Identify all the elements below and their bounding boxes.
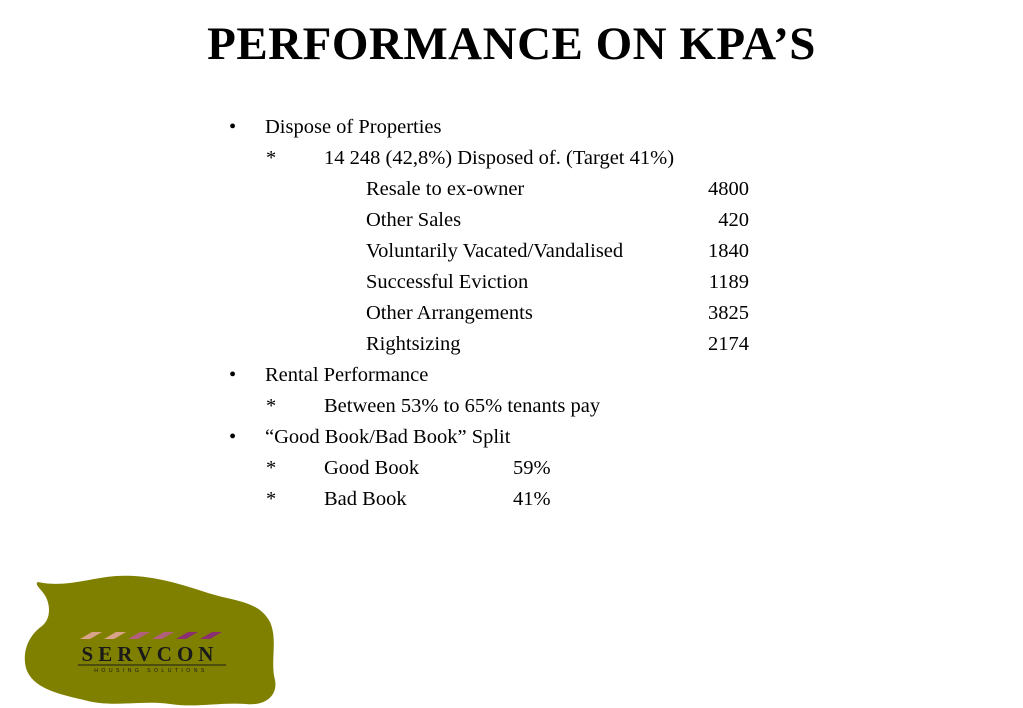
- asterisk-marker: *: [266, 395, 277, 417]
- disposal-row-label: Other Arrangements: [366, 302, 533, 324]
- disposal-row: [0, 267, 1023, 298]
- disposal-row: [0, 236, 1023, 267]
- disposal-row-value: 1840: [708, 240, 749, 262]
- bullet-heading: Dispose of Properties: [265, 116, 442, 138]
- disposal-row-label: Other Sales: [366, 209, 462, 231]
- asterisk-marker: *: [266, 488, 277, 510]
- disposal-row: [0, 329, 1023, 360]
- disposal-row-value: 4800: [708, 178, 749, 200]
- sub-item-label: Good Book: [324, 457, 420, 479]
- asterisk-marker: *: [266, 457, 277, 479]
- sub-item-text: 14 248 (42,8%) Disposed of. (Target 41%): [324, 147, 675, 169]
- sub-item-good-book: [0, 453, 1023, 484]
- bullet-heading: Rental Performance: [265, 364, 429, 386]
- disposal-row-label: Rightsizing: [366, 333, 461, 355]
- bullet-heading: “Good Book/Bad Book” Split: [265, 426, 511, 448]
- disposal-row-label: Successful Eviction: [366, 271, 529, 293]
- logo-tagline: HOUSING SOLUTIONS: [94, 668, 208, 674]
- bullet-item-book-split: [0, 422, 1023, 453]
- bullet-item-rental: [0, 360, 1023, 391]
- sub-item-text: Between 53% to 65% tenants pay: [324, 395, 601, 417]
- disposal-row-value: 2174: [708, 333, 749, 355]
- logo-blob: [25, 576, 276, 706]
- bullet-marker: •: [229, 116, 237, 138]
- sub-item-value: 41%: [513, 488, 551, 510]
- disposal-row: [0, 174, 1023, 205]
- disposal-row: [0, 205, 1023, 236]
- bullet-item-dispose: [0, 112, 1023, 143]
- asterisk-marker: *: [266, 147, 277, 169]
- disposal-row: [0, 298, 1023, 329]
- disposal-row-value: 420: [718, 209, 749, 231]
- page-title: PERFORMANCE ON KPA’S: [207, 18, 816, 70]
- bullet-marker: •: [229, 426, 237, 448]
- disposal-row-label: Voluntarily Vacated/Vandalised: [366, 240, 624, 262]
- sub-item-disposed-total: [0, 143, 1023, 174]
- disposal-row-value: 3825: [708, 302, 749, 324]
- bullet-marker: •: [229, 364, 237, 386]
- sub-item-value: 59%: [513, 457, 551, 479]
- servcon-logo: [20, 570, 282, 708]
- logo-wordmark: SERVCON: [81, 642, 219, 666]
- kpa-list: [0, 112, 1023, 515]
- sub-item-rental: [0, 391, 1023, 422]
- sub-item-label: Bad Book: [324, 488, 407, 510]
- sub-item-bad-book: [0, 484, 1023, 515]
- disposal-row-label: Resale to ex-owner: [366, 178, 525, 200]
- disposal-row-value: 1189: [708, 271, 749, 293]
